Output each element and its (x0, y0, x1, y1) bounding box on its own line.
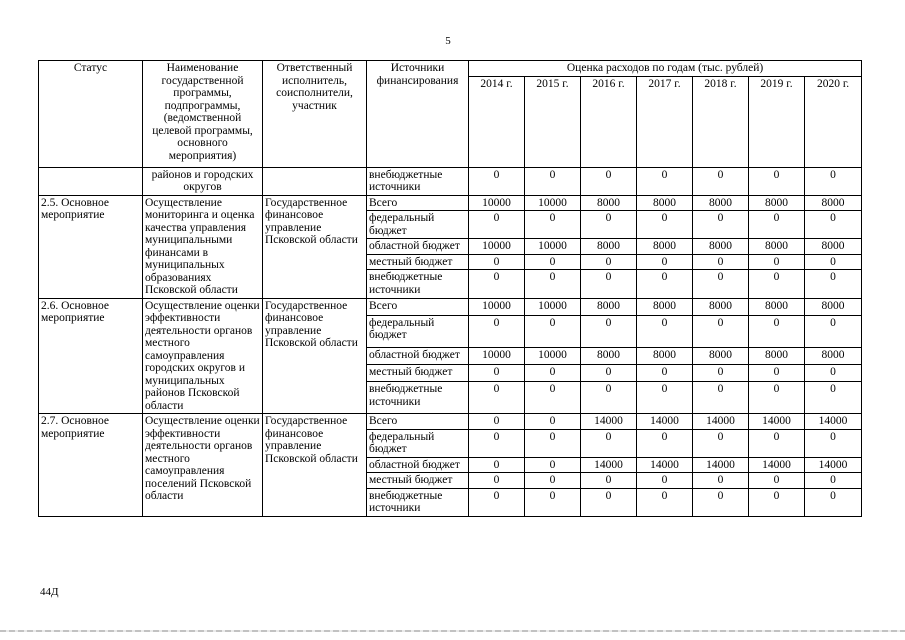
status-header: Статус (39, 61, 143, 168)
value-cell: 0 (749, 211, 805, 239)
value-cell: 0 (581, 429, 637, 457)
value-cell: 8000 (749, 298, 805, 315)
value-cell: 8000 (693, 347, 749, 364)
value-cell: 0 (805, 364, 862, 381)
value-cell: 0 (469, 167, 525, 195)
status-cell: 2.7. Основное мероприятие (39, 414, 143, 517)
value-cell: 0 (637, 473, 693, 489)
value-cell: 14000 (805, 414, 862, 430)
value-cell: 0 (749, 473, 805, 489)
value-cell: 0 (749, 167, 805, 195)
value-cell: 14000 (805, 457, 862, 473)
name-cell: районов и городских округов (143, 167, 263, 195)
value-cell: 14000 (637, 414, 693, 430)
value-cell: 14000 (749, 457, 805, 473)
value-cell: 0 (469, 364, 525, 381)
footer-code: 44Д (40, 586, 59, 598)
source-cell: областной бюджет (367, 239, 469, 255)
value-cell: 0 (749, 488, 805, 516)
value-cell: 0 (525, 473, 581, 489)
value-cell: 0 (805, 254, 862, 270)
value-cell: 14000 (749, 414, 805, 430)
value-cell: 0 (637, 364, 693, 381)
value-cell: 14000 (581, 414, 637, 430)
name-header: Наименование государственной программы, подпрограммы, (ведомственной целевой программы, основного мероприятия) (143, 61, 263, 168)
value-cell: 0 (525, 488, 581, 516)
value-cell: 0 (469, 457, 525, 473)
value-cell: 0 (693, 488, 749, 516)
value-cell: 8000 (637, 298, 693, 315)
value-cell: 8000 (693, 195, 749, 211)
value-cell: 8000 (805, 347, 862, 364)
value-cell: 0 (637, 211, 693, 239)
scan-edge-line (0, 630, 905, 632)
table-row (39, 195, 862, 211)
source-cell: областной бюджет (367, 457, 469, 473)
executor-header: Ответственный исполнитель, соисполнители, участник (263, 61, 367, 168)
value-cell: 14000 (637, 457, 693, 473)
value-cell: 0 (525, 364, 581, 381)
sources-header: Источники финансирования (367, 61, 469, 168)
value-cell: 0 (469, 429, 525, 457)
value-cell: 0 (637, 167, 693, 195)
value-cell: 0 (581, 254, 637, 270)
value-cell: 0 (525, 414, 581, 430)
value-cell: 8000 (581, 239, 637, 255)
value-cell: 0 (469, 473, 525, 489)
value-cell: 0 (805, 488, 862, 516)
name-cell: Осуществление оценки эффективности деятельности органов местного самоуправления городских округов и муниципальных районов Псковской области (143, 298, 263, 414)
value-cell: 0 (581, 211, 637, 239)
source-cell: внебюджетные источники (367, 382, 469, 414)
executor-cell (263, 167, 367, 195)
value-cell: 10000 (469, 298, 525, 315)
value-cell: 10000 (525, 298, 581, 315)
value-cell: 0 (581, 473, 637, 489)
value-cell: 0 (693, 473, 749, 489)
value-cell: 0 (693, 364, 749, 381)
source-cell: федеральный бюджет (367, 429, 469, 457)
value-cell: 0 (581, 167, 637, 195)
budget-table (38, 60, 862, 517)
value-cell: 0 (805, 429, 862, 457)
value-cell: 14000 (581, 457, 637, 473)
year-header: 2020 г. (805, 76, 862, 167)
value-cell: 10000 (525, 239, 581, 255)
year-header: 2018 г. (693, 76, 749, 167)
value-cell: 10000 (525, 195, 581, 211)
value-cell: 10000 (469, 347, 525, 364)
value-cell: 0 (805, 167, 862, 195)
table-row (39, 414, 862, 430)
value-cell: 0 (637, 382, 693, 414)
value-cell: 0 (693, 211, 749, 239)
value-cell: 0 (469, 270, 525, 298)
value-cell: 0 (581, 270, 637, 298)
value-cell: 0 (693, 429, 749, 457)
source-cell: Всего (367, 414, 469, 430)
value-cell: 0 (693, 315, 749, 347)
value-cell: 0 (693, 270, 749, 298)
value-cell: 0 (581, 364, 637, 381)
value-cell: 0 (749, 315, 805, 347)
source-cell: внебюджетные источники (367, 167, 469, 195)
value-cell: 0 (525, 167, 581, 195)
name-cell: Осуществление мониторинга и оценка качества управления муниципальными финансами в муниципальных образованиях Псковской области (143, 195, 263, 298)
source-cell: Всего (367, 195, 469, 211)
header-row (39, 61, 862, 77)
continuation-row (39, 167, 862, 195)
value-cell: 8000 (749, 195, 805, 211)
value-cell: 0 (805, 211, 862, 239)
value-cell: 10000 (469, 195, 525, 211)
value-cell: 0 (637, 254, 693, 270)
value-cell: 0 (525, 211, 581, 239)
value-cell: 8000 (581, 195, 637, 211)
value-cell: 0 (581, 382, 637, 414)
value-cell: 0 (469, 315, 525, 347)
value-cell: 8000 (637, 195, 693, 211)
value-cell: 0 (469, 254, 525, 270)
value-cell: 0 (525, 315, 581, 347)
value-cell: 0 (749, 382, 805, 414)
source-cell: местный бюджет (367, 473, 469, 489)
value-cell: 0 (805, 382, 862, 414)
executor-cell: Государственное финансовое управление Псковской области (263, 298, 367, 414)
year-header: 2014 г. (469, 76, 525, 167)
value-cell: 0 (805, 473, 862, 489)
executor-cell: Государственное финансовое управление Псковской области (263, 195, 367, 298)
value-cell: 0 (693, 254, 749, 270)
source-cell: местный бюджет (367, 364, 469, 381)
status-cell: 2.5. Основное мероприятие (39, 195, 143, 298)
source-cell: внебюджетные источники (367, 488, 469, 516)
table-row (39, 298, 862, 315)
estimate-header: Оценка расходов по годам (тыс. рублей) (469, 61, 862, 77)
value-cell: 0 (525, 270, 581, 298)
value-cell: 8000 (749, 347, 805, 364)
value-cell: 0 (693, 167, 749, 195)
value-cell: 0 (469, 414, 525, 430)
value-cell: 0 (637, 315, 693, 347)
value-cell: 0 (581, 488, 637, 516)
value-cell: 14000 (693, 457, 749, 473)
value-cell: 0 (749, 270, 805, 298)
value-cell: 8000 (693, 239, 749, 255)
value-cell: 0 (525, 457, 581, 473)
value-cell: 8000 (637, 347, 693, 364)
value-cell: 0 (693, 382, 749, 414)
value-cell: 8000 (805, 195, 862, 211)
value-cell: 0 (581, 315, 637, 347)
value-cell: 0 (525, 382, 581, 414)
value-cell: 10000 (525, 347, 581, 364)
value-cell: 0 (469, 382, 525, 414)
value-cell: 0 (749, 254, 805, 270)
source-cell: местный бюджет (367, 254, 469, 270)
value-cell: 8000 (805, 298, 862, 315)
value-cell: 8000 (805, 239, 862, 255)
value-cell: 8000 (637, 239, 693, 255)
value-cell: 0 (749, 364, 805, 381)
status-cell (39, 167, 143, 195)
year-header: 2015 г. (525, 76, 581, 167)
source-cell: федеральный бюджет (367, 211, 469, 239)
status-cell: 2.6. Основное мероприятие (39, 298, 143, 414)
value-cell: 14000 (693, 414, 749, 430)
value-cell: 0 (525, 429, 581, 457)
value-cell: 0 (805, 270, 862, 298)
value-cell: 8000 (749, 239, 805, 255)
name-cell: Осуществление оценки эффективности деятельности органов местного самоуправления поселений Псковской области (143, 414, 263, 517)
value-cell: 8000 (581, 347, 637, 364)
source-cell: Всего (367, 298, 469, 315)
value-cell: 10000 (469, 239, 525, 255)
value-cell: 8000 (581, 298, 637, 315)
year-header: 2019 г. (749, 76, 805, 167)
source-cell: внебюджетные источники (367, 270, 469, 298)
value-cell: 0 (637, 488, 693, 516)
executor-cell: Государственное финансовое управление Псковской области (263, 414, 367, 517)
source-cell: областной бюджет (367, 347, 469, 364)
value-cell: 0 (525, 254, 581, 270)
value-cell: 0 (637, 429, 693, 457)
page-number: 5 (445, 35, 451, 47)
value-cell: 0 (805, 315, 862, 347)
value-cell: 0 (749, 429, 805, 457)
value-cell: 8000 (693, 298, 749, 315)
value-cell: 0 (637, 270, 693, 298)
value-cell: 0 (469, 488, 525, 516)
year-header: 2017 г. (637, 76, 693, 167)
year-header: 2016 г. (581, 76, 637, 167)
source-cell: федеральный бюджет (367, 315, 469, 347)
value-cell: 0 (469, 211, 525, 239)
